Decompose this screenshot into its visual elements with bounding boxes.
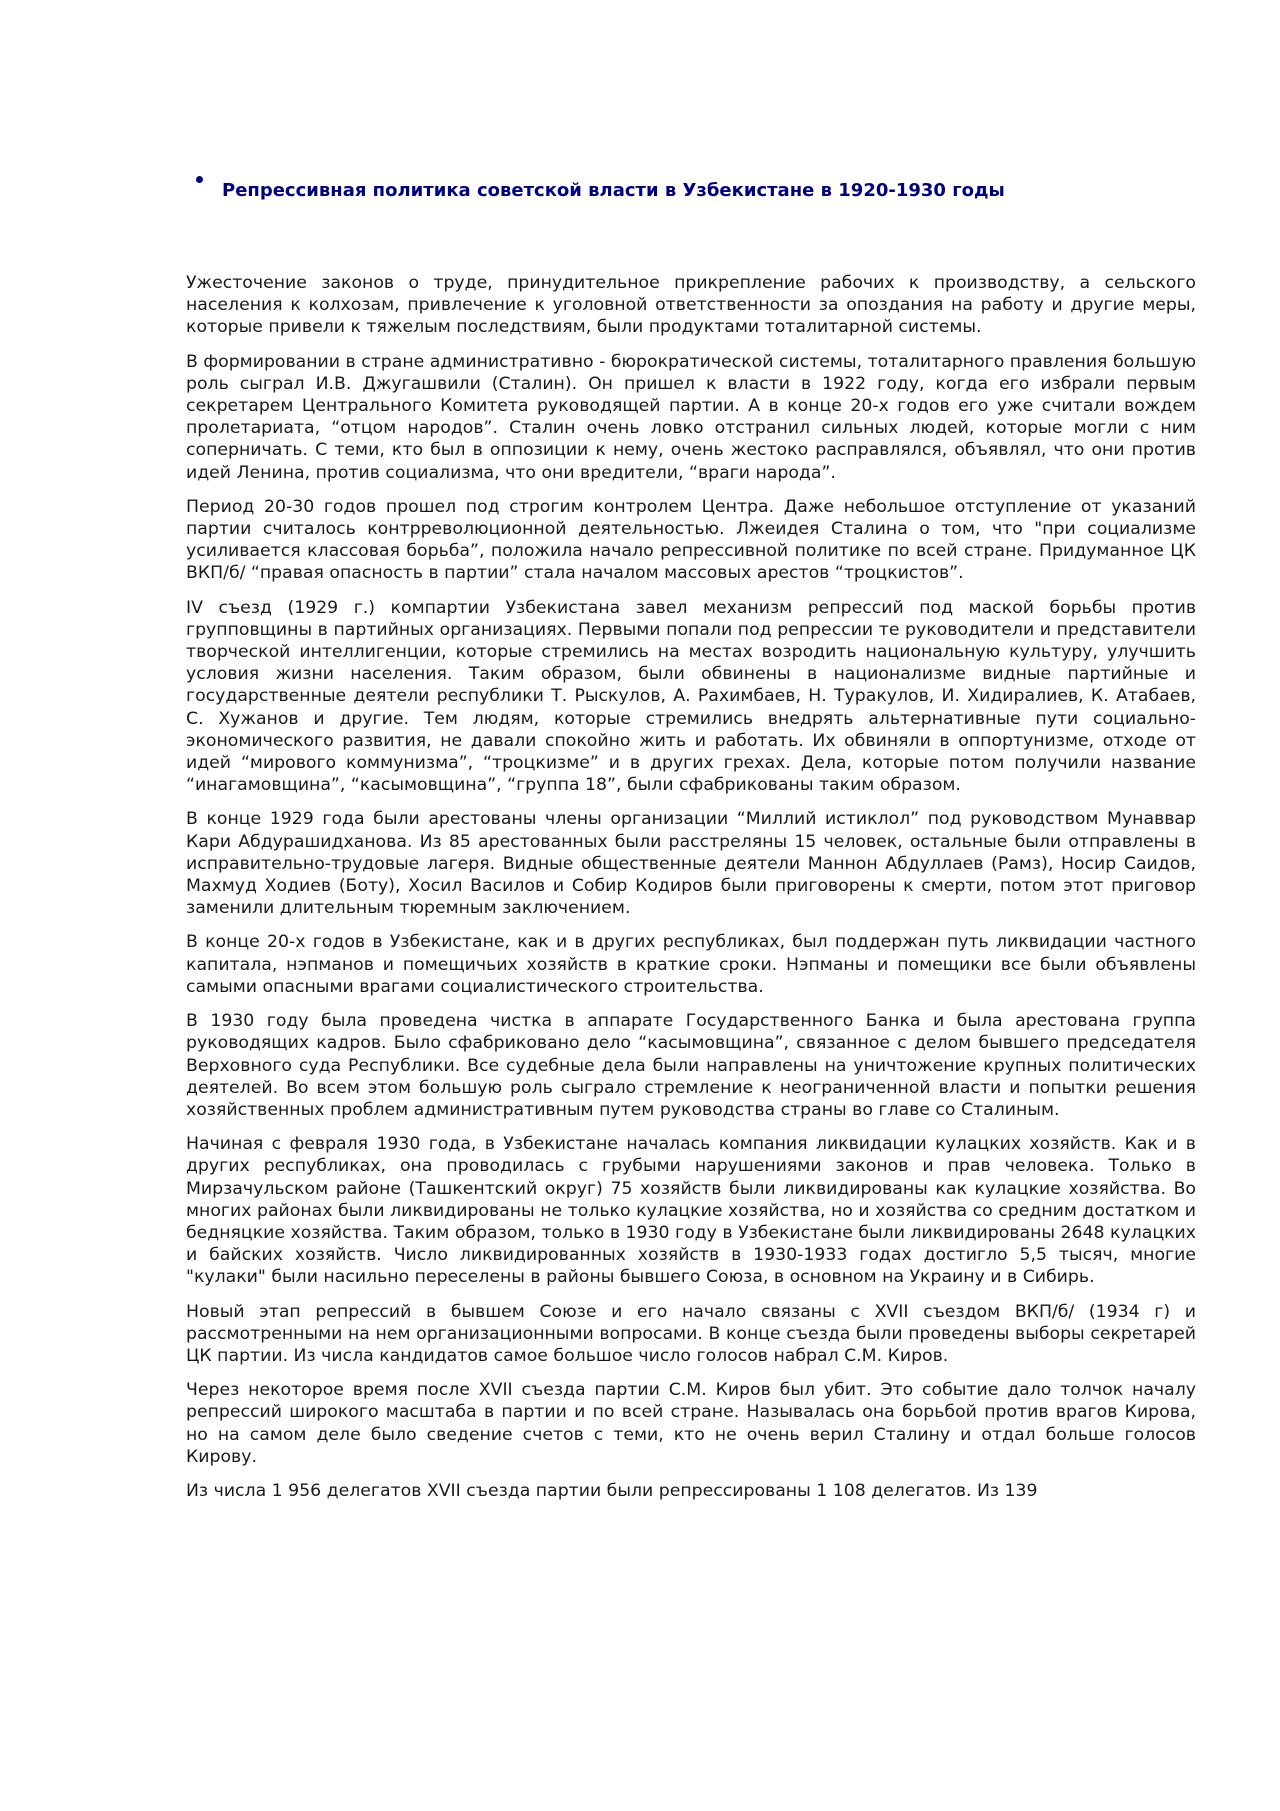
document-body [186, 272, 1196, 1514]
paragraph: Новый этап репрессий в бывшем Союзе и его начало связаны с XVII съездом ВКП/б/ (1934 г) и рассмотренными на нем организационными вопросами. В конце съезда были проведены выборы секретарей ЦК партии. Из числа кандидатов самое большое число голосов набрал С.М. Киров. [186, 1301, 1196, 1366]
paragraph: Ужесточение законов о труде, принудительное прикрепление рабочих к производству, а сельского населения к колхозам, привлечение к уголовной ответственности за опоздания на работу и другие меры, которые привели к тяжелым последствиям, были продуктами тоталитарной системы. [186, 273, 1196, 338]
heading-row [196, 172, 1196, 212]
paragraph: В конце 20-х годов в Узбекистане, как и в других республиках, был поддержан путь ликвидации частного капитала, нэпманов и помещичьих хозяйств в краткие сроки. Нэпманы и помещики все были объявлены самыми опасными врагами социалистического строительства. [186, 932, 1196, 997]
document-title: Репрессивная политика советской власти в Узбекистане в 1920-1930 годы [222, 180, 1005, 201]
paragraph: В 1930 году была проведена чистка в аппарате Государственного Банка и была арестована группа руководящих кадров. Было сфабриковано дело “касымовщина”, связанное с делом бывшего председателя Верховного суда Республики. Все судебные дела были направлены на уничтожение крупных политических деятелей. Во всем этом большую роль сыграло стремление к неограниченной власти и попытки решения хозяйственных проблем административным путем руководства страны во главе со Сталиным. [186, 1011, 1196, 1120]
bullet-icon [196, 176, 203, 183]
paragraph: Через некоторое время после XVII съезда партии С.М. Киров был убит. Это событие дало толчок началу репрессий широкого масштаба в партии и по всей стране. Называлась она борьбой против врагов Кирова, но на самом деле было сведение счетов с теми, кто не очень верил Сталину и отдал больше голосов Кирову. [186, 1380, 1196, 1467]
paragraph: Из числа 1 956 делегатов XVII съезда партии были репрессированы 1 108 делегатов. Из 139 [186, 1480, 1038, 1501]
paragraph: В формировании в стране административно - бюрократической системы, тоталитарного правления большую роль сыграл И.В. Джугашвили (Сталин). Он пришел к власти в 1922 году, когда его избрали первым секретарем Центрального Комитета руководящей партии. А в конце 20-х годов его уже считали вождем пролетариата, “отцом народов”. Сталин очень ловко отстранил сильных людей, которые могли с ним соперничать. С теми, кто был в оппозиции к нему, очень жестоко расправлялся, объявлял, что они против идей Ленина, против социализма, что они вредители, “враги народа”. [186, 351, 1196, 483]
paragraph: IV съезд (1929 г.) компартии Узбекистана завел механизм репрессий под маской борьбы против групповщины в партийных организациях. Первыми попали под репрессии те руководители и представители творческой интеллигенции, которые стремились на местах возродить национальную культуру, улучшить условия жизни населения. Таким образом, были обвинены в национализме видные партийные и государственные деятели республики Т. Рыскулов, А. Рахимбаев, Н. Туракулов, И. Хидиралиев, К. Атабаев, С. Хужанов и другие. Тем людям, которые стремились внедрять альтернативные пути социально-экономического развития, не давали спокойно жить и работать. Их обвиняли в оппортунизме, отходе от идей “мирового коммунизма”, “троцкизме” и в других грехах. Дела, которые потом получили название “инагамовщина”, “касымовщина”, “группа 18”, были сфабрикованы таким образом. [186, 597, 1196, 796]
paragraph: Начиная с февраля 1930 года, в Узбекистане началась компания ликвидации кулацких хозяйств. Как и в других республиках, она проводилась с грубыми нарушениями законов и прав человека. Только в Мирзачульском районе (Ташкентский округ) 75 хозяйств были ликвидированы как кулацкие хозяйства. Во многих районах были ликвидированы не только кулацкие хозяйства, но и хозяйства со средним достатком и бедняцкие хозяйства. Таким образом, только в 1930 году в Узбекистане были ликвидированы 2648 кулацких и байских хозяйств. Число ликвидированных хозяйств в 1930-1933 годах достигло 5,5 тысяч, многие "кулаки" были насильно переселены в районы бывшего Союза, в основном на Украину и в Сибирь. [186, 1134, 1196, 1288]
paragraph: В конце 1929 года были арестованы члены организации “Миллий истиклол” под руководством Мунаввар Кари Абдурашидханова. Из 85 арестованных были расстреляны 15 человек, остальные были отправлены в исправительно-трудовые лагеря. Видные общественные деятели Маннон Абдуллаев (Рамз), Носир Саидов, Махмуд Ходиев (Боту), Хосил Василов и Собир Кодиров были приговорены к смерти, потом этот приговор заменили длительным тюремным заключением. [186, 809, 1196, 919]
paragraph: Период 20-30 годов прошел под строгим контролем Центра. Даже небольшое отступление от указаний партии считалось контрреволюционной деятельностью. Лжеидея Сталина о том, что "при социализме усиливается классовая борьба”, положила начало репрессивной политике по всей стране. Придуманное ЦК ВКП/б/ “правая опасность в партии” стала началом массовых арестов “троцкистов”. [186, 496, 1196, 584]
